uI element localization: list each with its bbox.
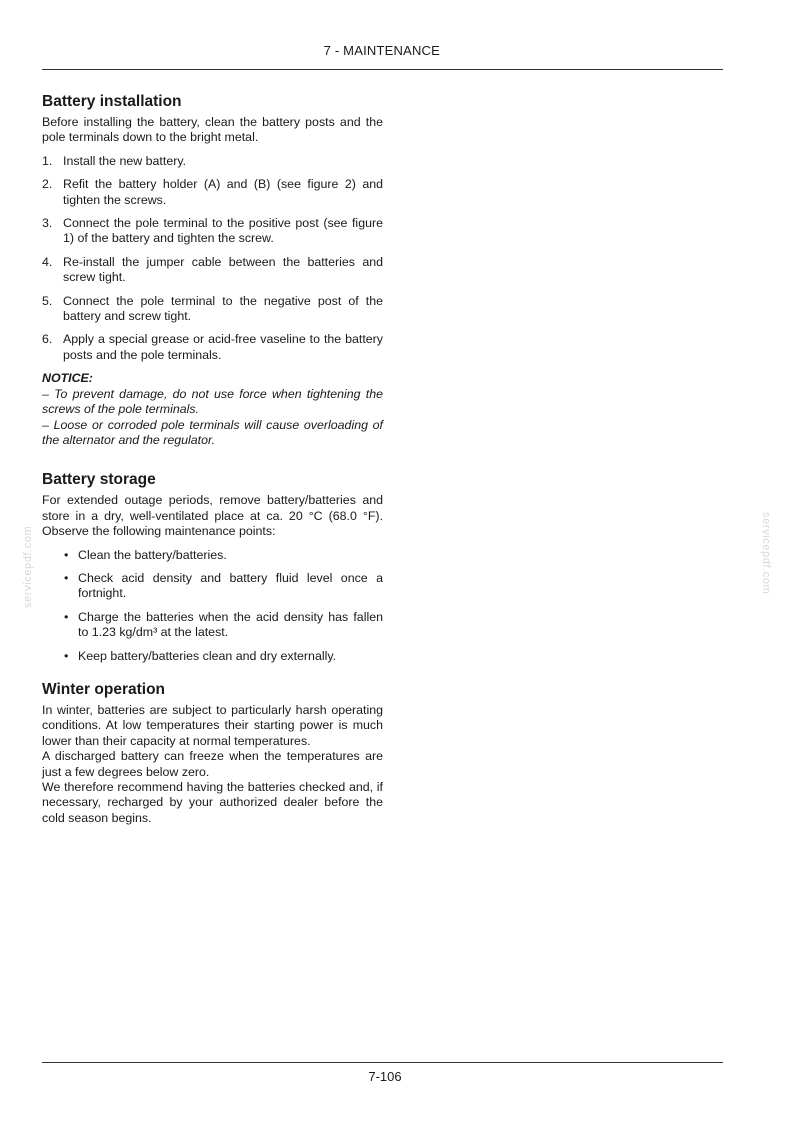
intro-paragraph: For extended outage periods, remove battery/batteries and store in a dry, well-ventilated place at ca. 20 °C (68.0 °F). Observe the following maintenance points:: [42, 493, 383, 539]
page-footer: [0, 1069, 794, 1084]
notice-line: – Loose or corroded pole terminals will cause overloading of the alternator and the regulator.: [42, 417, 383, 447]
bullet-icon: •: [64, 570, 69, 585]
intro-paragraph: Before installing the battery, clean the battery posts and the pole terminals down to the bright metal.: [42, 115, 383, 145]
watermark-left: servicepdf.com: [22, 525, 34, 608]
step-text: Apply a special grease or acid-free vaseline to the battery posts and the pole terminals.: [63, 332, 383, 362]
list-item-text: Clean the battery/batteries.: [78, 547, 227, 562]
step-item: [42, 216, 383, 247]
section-heading: Battery storage: [42, 471, 156, 489]
header-title: 7 - MAINTENANCE: [323, 43, 440, 58]
header-rule: [42, 69, 723, 70]
list-item: [42, 571, 383, 602]
battery-installation-section: [42, 92, 383, 448]
step-item: [42, 294, 383, 325]
page-header: [42, 43, 722, 58]
list-item: [42, 649, 383, 664]
notice-title: NOTICE:: [42, 371, 93, 386]
list-item: [42, 610, 383, 641]
step-number: 4.: [42, 254, 53, 269]
step-item: [42, 154, 383, 169]
step-item: [42, 332, 383, 363]
watermark-right: servicepdf.com: [760, 512, 772, 595]
step-number: 2.: [42, 177, 53, 192]
step-text: Re-install the jumper cable between the batteries and screw tight.: [63, 254, 383, 285]
bullet-icon: •: [64, 547, 69, 562]
notice-block: [42, 371, 383, 448]
step-text: Refit the battery holder (A) and (B) (see figure 2) and tighten the screws.: [63, 177, 383, 207]
page-number: 7-106: [368, 1069, 402, 1084]
body-paragraph: We therefore recommend having the batteries checked and, if necessary, recharged by your authorized dealer before the cold season begins.: [42, 780, 383, 825]
steps-list: [42, 154, 383, 363]
step-number: 1.: [42, 153, 53, 168]
step-item: [42, 177, 383, 208]
bullet-icon: •: [64, 648, 69, 663]
footer-rule: [42, 1062, 723, 1063]
list-item-text: Check acid density and battery fluid level once a fortnight.: [78, 570, 383, 601]
step-item: [42, 255, 383, 286]
step-number: 6.: [42, 332, 53, 347]
list-item-text: Keep battery/batteries clean and dry externally.: [78, 648, 337, 663]
body-paragraph: A discharged battery can freeze when the temperatures are just a few degrees below zero.: [42, 749, 383, 779]
step-text: Install the new battery.: [63, 153, 187, 168]
step-number: 5.: [42, 293, 53, 308]
section-heading: Battery installation: [42, 93, 182, 110]
notice-line: – To prevent damage, do not use force when tightening the screws of the pole terminals.: [42, 386, 383, 417]
battery-storage-section: [42, 470, 383, 664]
step-text: Connect the pole terminal to the negative post of the battery and screw tight.: [63, 293, 383, 324]
maintenance-points-list: [42, 548, 383, 664]
winter-operation-section: [42, 680, 383, 826]
step-number: 3.: [42, 216, 53, 231]
list-item-text: Charge the batteries when the acid density has fallen to 1.23 kg/dm³ at the latest.: [78, 609, 383, 640]
step-text: Connect the pole terminal to the positive post (see figure 1) of the battery and tighten the screw.: [63, 216, 383, 246]
body-paragraph: In winter, batteries are subject to particularly harsh operating conditions. At low temperatures their starting power is much lower than their capacity at normal temperatures.: [42, 702, 383, 748]
bullet-icon: •: [64, 609, 69, 624]
list-item: [42, 548, 383, 563]
content-column: [42, 92, 383, 826]
section-heading: Winter operation: [42, 680, 166, 698]
